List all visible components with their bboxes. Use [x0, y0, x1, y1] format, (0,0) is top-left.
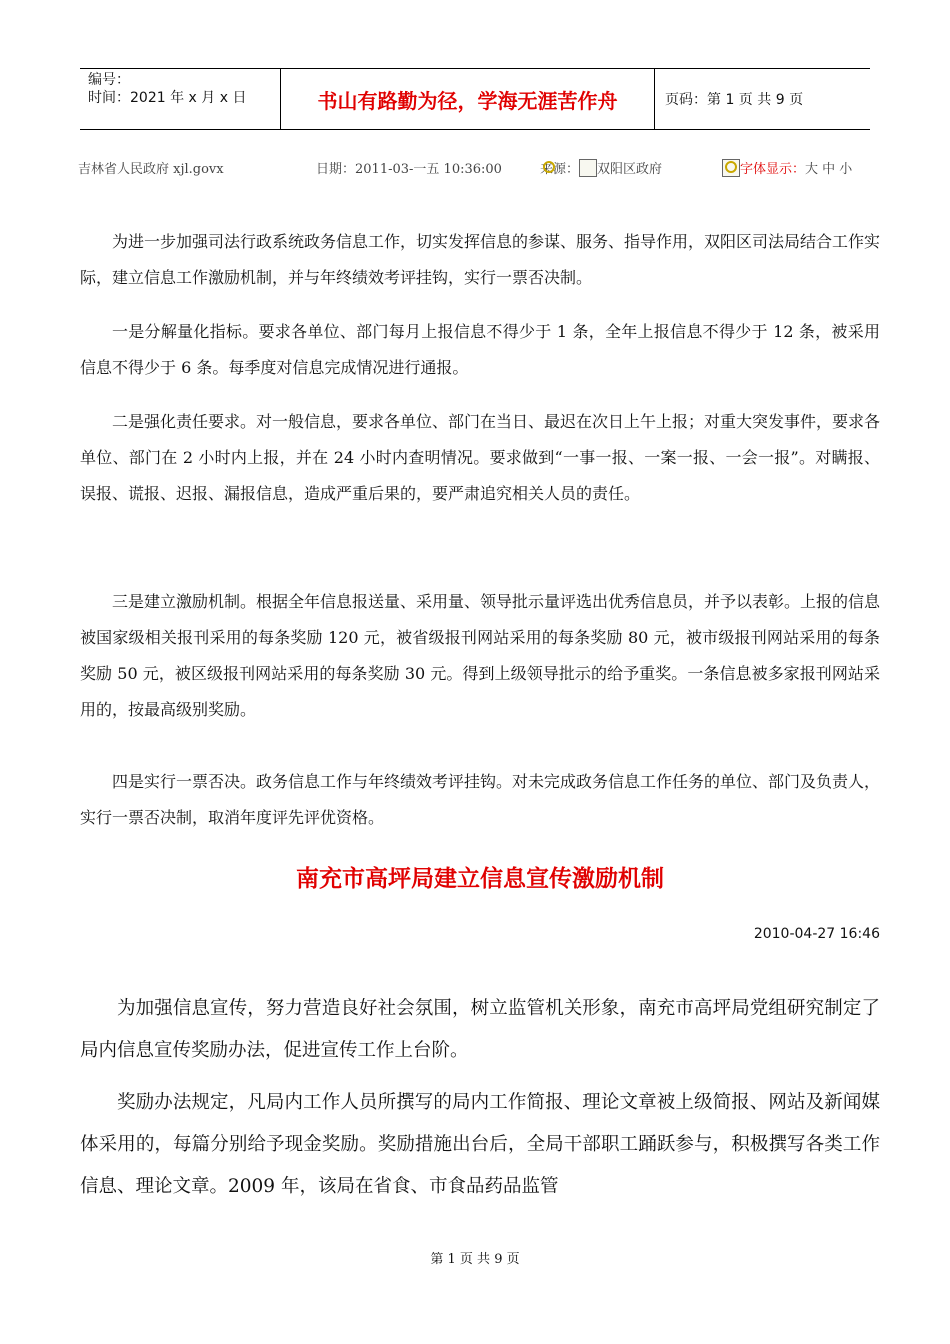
article2-paragraph-1: 为加强信息宣传，努力营造良好社会氛围，树立监管机关形象，南充市高坪局党组研究制定了局内信息宣传奖励办法，促进宣传工作上台阶。: [80, 998, 880, 1061]
article1-paragraph-2: 一是分解量化指标。要求各单位、部门每月上报信息不得少于 1 条，全年上报信息不得少于 12 条，被采用信息不得少于 6 条。每季度对信息完成情况进行通报。: [80, 322, 880, 377]
header-left-cell: [80, 69, 280, 129]
article-meta: [78, 158, 878, 180]
document-icon: [579, 159, 597, 177]
article1-paragraph-4: 三是建立激励机制。根据全年信息报送量、采用量、领导批示量评选出优秀信息员，并予以表彰。上报的信息被国家级相关报刊采用的每条奖励 120 元，被省级报刊网站采用的每条奖励 80 元，被市级报刊网站采用的每条奖励 50 元，被区级报刊网站采用的每条奖励 30 元。得到上级领导批示的给予重奖。一条信息被多家报刊网站采用的，按最高级别奖励。: [80, 592, 881, 719]
header-motto-cell: [280, 69, 655, 129]
source-block: [540, 158, 662, 177]
article1-paragraph-3: 二是强化责任要求。对一般信息，要求各单位、部门在当日、最迟在次日上午上报；对重大突发事件，要求各单位、部门在 2 小时内上报，并在 24 小时内查明情况。要求做到“一事一报、一案一报、一会一报”。对瞒报、误报、谎报、迟报、漏报信息，造成严重后果的，要严肃追究相关人员的责任。: [80, 412, 881, 503]
source-label: 来源：: [540, 162, 580, 177]
article2-date: 2010-04-27 16:46: [753, 926, 880, 942]
source-site: 吉林省人民政府 xjl.govx: [78, 162, 224, 177]
publish-date: 日期：2011-03-一五 10:36:00: [316, 162, 502, 177]
source-value[interactable]: 双阳区政府: [597, 162, 663, 177]
font-size-options[interactable]: 大 中 小: [805, 162, 853, 177]
font-size-label: 字体显示：: [740, 162, 806, 177]
font-size-block: [722, 158, 852, 177]
serial-number-label: 编号：: [88, 72, 130, 88]
header-page-cell: [655, 69, 870, 129]
article2-paragraph-2: 奖励办法规定，凡局内工作人员所撰写的局内工作简报、理论文章被上级简报、网站及新闻媒体采用的，每篇分别给予现金奖励。奖励措施出台后，全局干部职工踊跃参与，积极撰写各类工作信息、理论文章。2009 年，该局在省食、市食品药品监管: [80, 1092, 880, 1197]
article2-title: 南充市高坪局建立信息宣传激励机制: [296, 866, 664, 892]
article1-paragraph-5: 四是实行一票否决。政务信息工作与年终绩效考评挂钩。对未完成政务信息工作任务的单位、部门及负责人，实行一票否决制，取消年度评先评优资格。: [80, 772, 881, 827]
motto: 书山有路勤为径，学海无涯苦作舟: [317, 88, 618, 113]
footer-page-info: 第 1 页 共 9 页: [430, 1252, 520, 1267]
article1-paragraph-1: 为进一步加强司法行政系统政务信息工作，切实发挥信息的参谋、服务、指导作用，双阳区司法局结合工作实际，建立信息工作激励机制，并与年终绩效考评挂钩，实行一票否决制。: [80, 232, 881, 287]
header-table: [80, 68, 870, 130]
document-icon: [722, 159, 740, 177]
time-label: 时间：2021 年 x 月 x 日: [88, 90, 247, 106]
header-page-info: 页码：第 1 页 共 9 页: [665, 92, 804, 108]
